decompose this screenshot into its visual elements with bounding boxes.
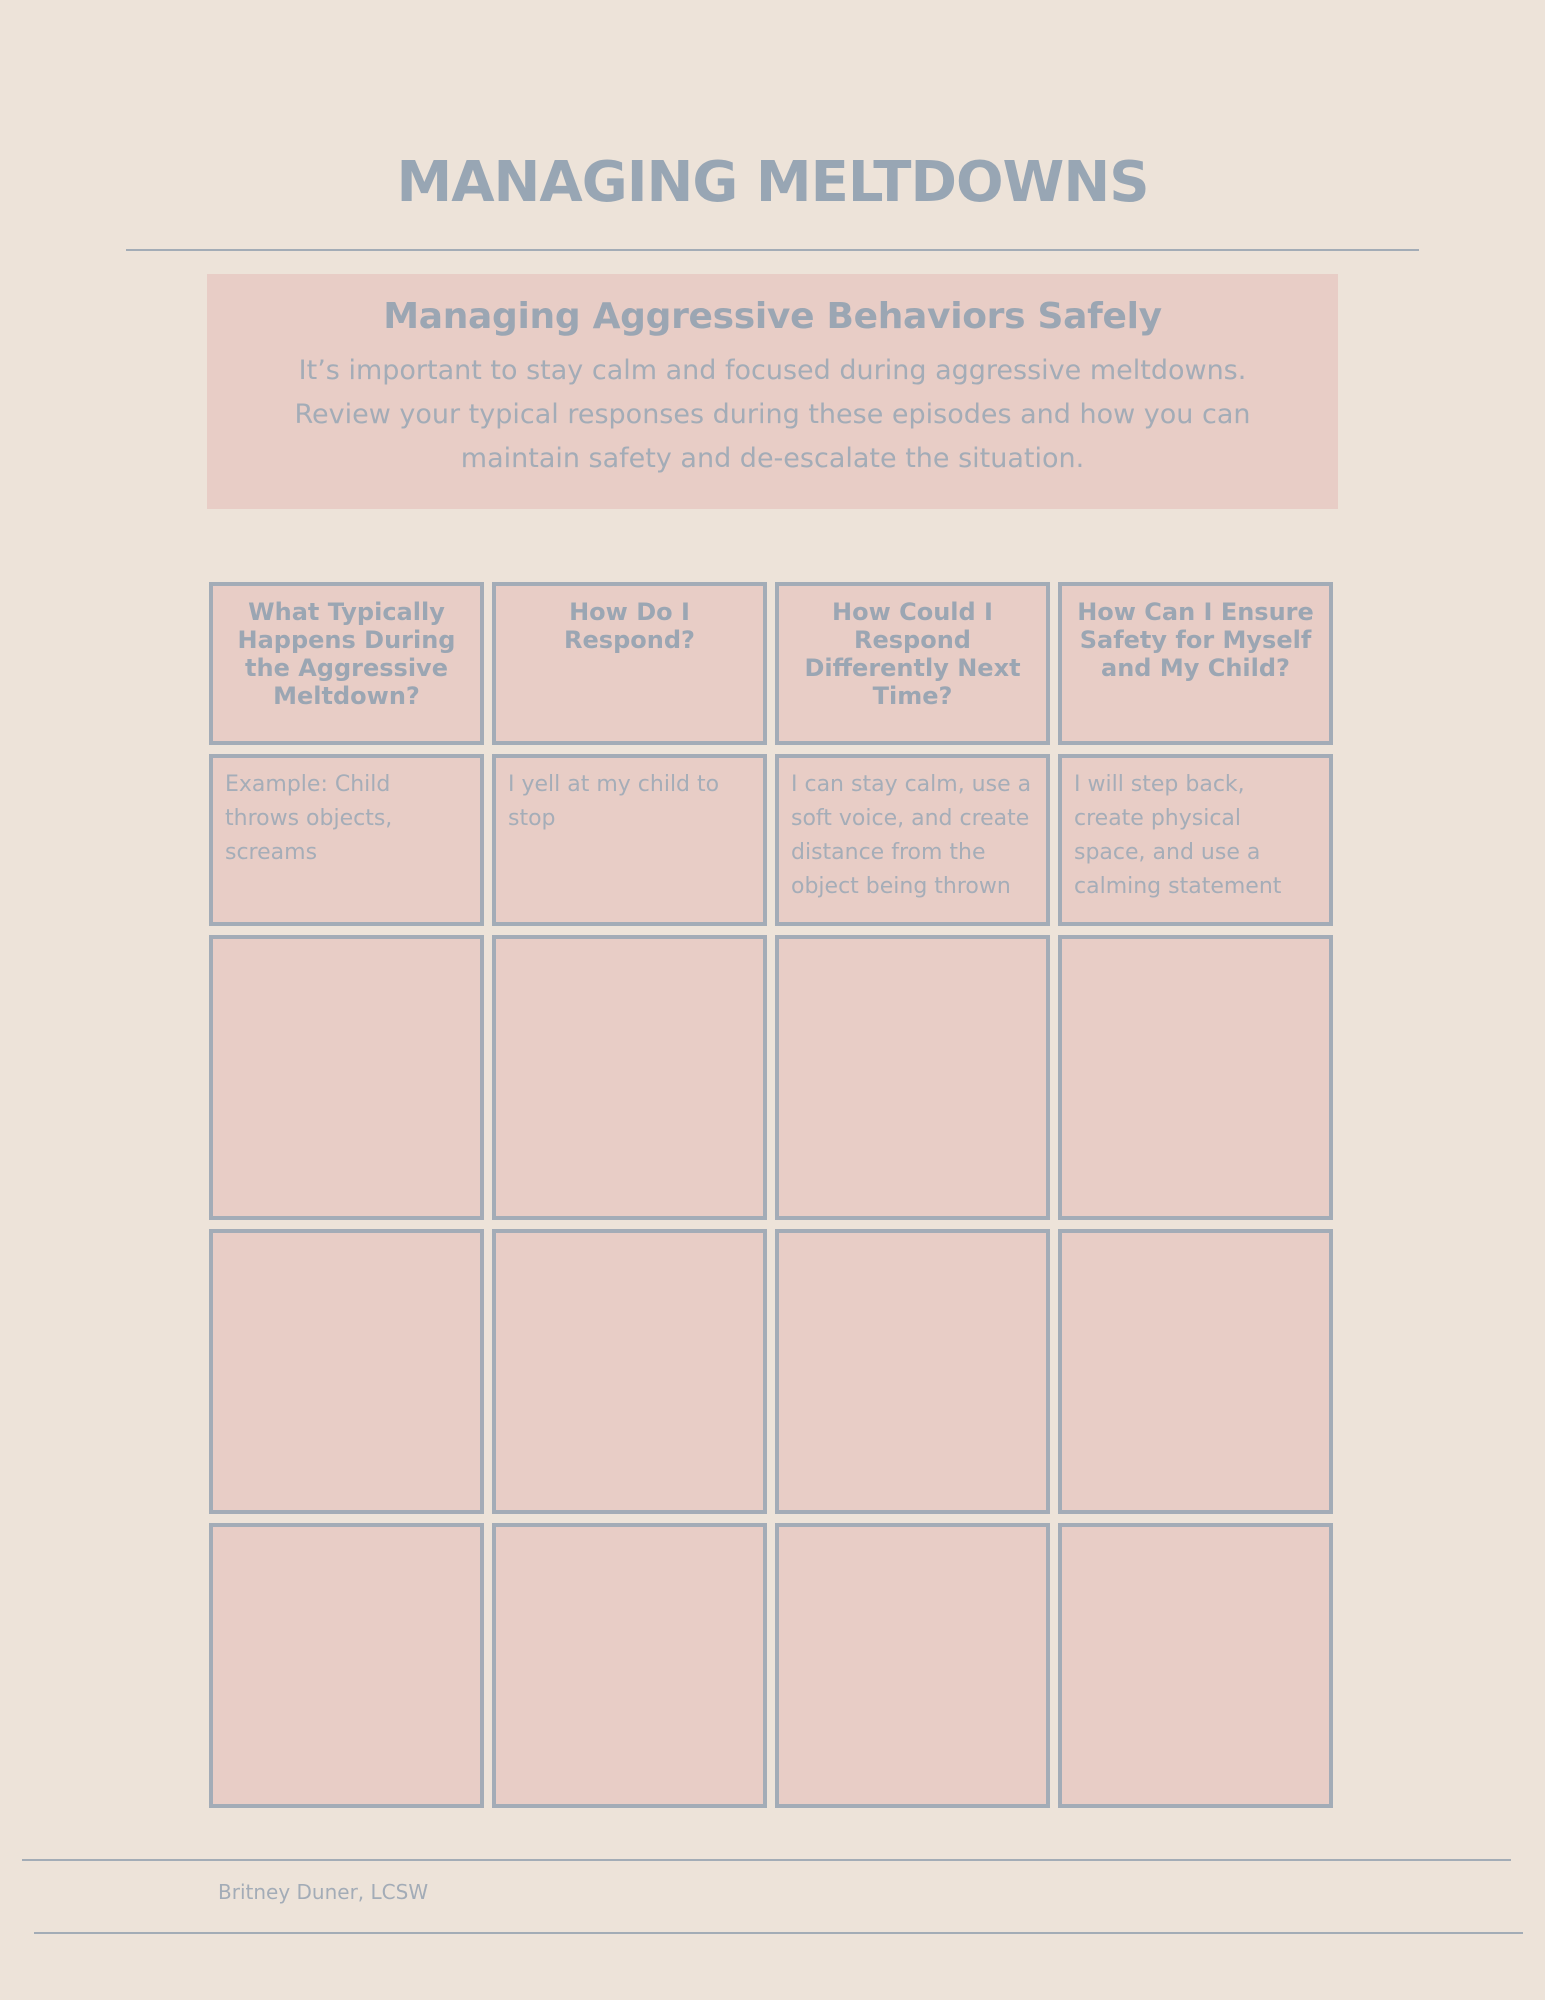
blank-entry-cell[interactable] xyxy=(209,1523,484,1808)
blank-entry-cell[interactable] xyxy=(775,1229,1050,1514)
header-cell: What Typically Happens During the Aggressive Meltdown? xyxy=(209,582,484,745)
header-cell: How Could I Respond Differently Next Time? xyxy=(775,582,1050,745)
header-cell: How Can I Ensure Safety for Myself and My Child? xyxy=(1058,582,1333,745)
blank-entry-cell[interactable] xyxy=(775,1523,1050,1808)
intro-text: It’s important to stay calm and focused during aggressive meltdowns. Review your typical responses during these episodes and how you can maintain safety and de-escalate the situation. xyxy=(294,355,1251,474)
intro-box xyxy=(207,274,1338,509)
footer-divider-bottom xyxy=(34,1932,1523,1934)
example-cell: I yell at my child to stop xyxy=(492,754,767,926)
blank-entry-cell[interactable] xyxy=(209,935,484,1220)
example-cell: I can stay calm, use a soft voice, and create distance from the object being thrown xyxy=(775,754,1050,926)
page-title: MANAGING MELTDOWNS xyxy=(396,150,1149,215)
example-cell: I will step back, create physical space, and use a calming statement xyxy=(1058,754,1333,926)
header-cell: How Do I Respond? xyxy=(492,582,767,745)
blank-entry-cell[interactable] xyxy=(209,1229,484,1514)
intro-heading: Managing Aggressive Behaviors Safely xyxy=(383,296,1162,337)
blank-entry-cell[interactable] xyxy=(492,1229,767,1514)
title-divider xyxy=(126,249,1419,251)
blank-entry-cell[interactable] xyxy=(492,1523,767,1808)
footer-author: Britney Duner, LCSW xyxy=(218,1880,429,1904)
blank-entry-cell[interactable] xyxy=(492,935,767,1220)
footer-divider-top xyxy=(22,1859,1511,1861)
worksheet-table xyxy=(209,582,1333,1808)
blank-entry-cell[interactable] xyxy=(1058,1523,1333,1808)
example-cell: Example: Child throws objects, screams xyxy=(209,754,484,926)
blank-entry-cell[interactable] xyxy=(1058,1229,1333,1514)
blank-entry-cell[interactable] xyxy=(775,935,1050,1220)
blank-entry-cell[interactable] xyxy=(1058,935,1333,1220)
